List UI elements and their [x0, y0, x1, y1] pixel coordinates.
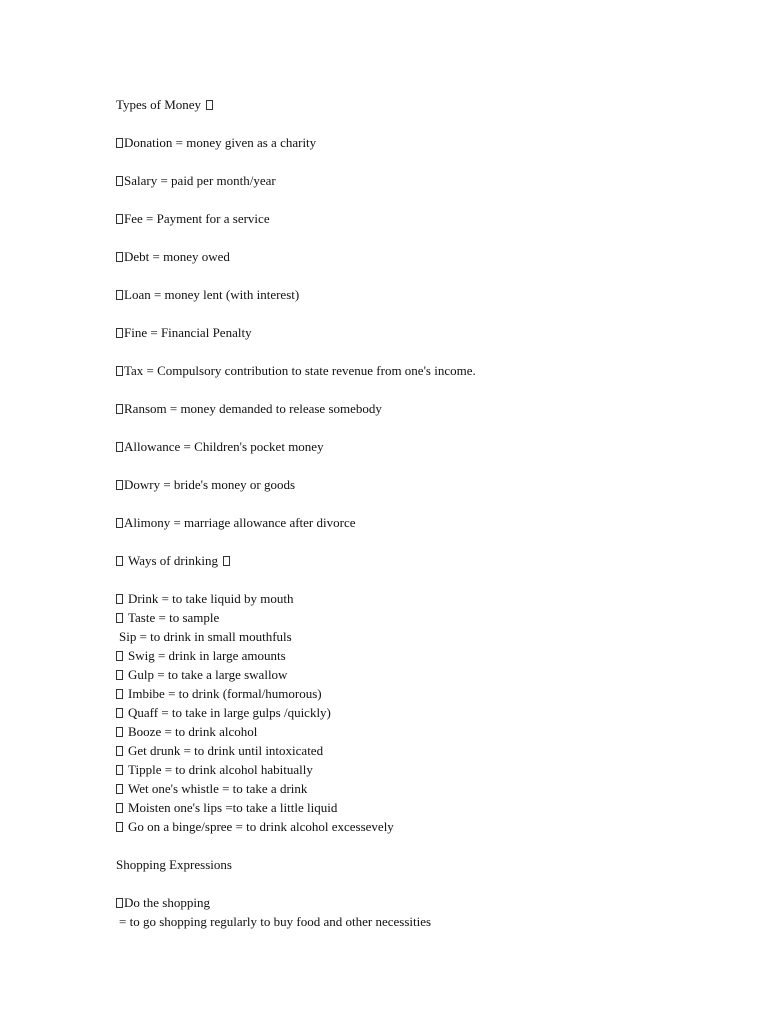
money-heading-line	[116, 95, 736, 114]
money-item: Donation = money given as a charity	[116, 133, 736, 152]
drinking-item: Swig = drink in large amounts	[116, 646, 736, 665]
money-item: Salary = paid per month/year	[116, 171, 736, 190]
missing-glyph-icon	[116, 518, 123, 528]
missing-glyph-icon	[116, 670, 123, 680]
money-item: Allowance = Children's pocket money	[116, 437, 736, 456]
missing-glyph-icon	[116, 442, 123, 452]
missing-glyph-icon	[116, 822, 123, 832]
missing-glyph-icon	[116, 689, 123, 699]
drinking-item: Go on a binge/spree = to drink alcohol excessevely	[116, 817, 736, 836]
missing-glyph-icon	[116, 765, 123, 775]
money-item: Fee = Payment for a service	[116, 209, 736, 228]
shopping-item: Do the shopping	[116, 893, 736, 912]
drinking-heading-line	[116, 551, 736, 570]
missing-glyph-icon	[116, 176, 123, 186]
drinking-item: Moisten one's lips =to take a little liquid	[116, 798, 736, 817]
missing-glyph-icon	[116, 252, 123, 262]
drinking-item: Gulp = to take a large swallow	[116, 665, 736, 684]
missing-glyph-icon	[116, 214, 123, 224]
money-item: Loan = money lent (with interest)	[116, 285, 736, 304]
missing-glyph-icon	[116, 328, 123, 338]
missing-glyph-icon	[116, 708, 123, 718]
money-item: Dowry = bride's money or goods	[116, 475, 736, 494]
shopping-item-definition: = to go shopping regularly to buy food and other necessities	[119, 914, 432, 929]
missing-glyph-icon	[116, 556, 123, 566]
missing-glyph-icon	[116, 803, 123, 813]
missing-glyph-icon	[116, 366, 123, 376]
document-page	[116, 95, 736, 931]
missing-glyph-icon	[116, 746, 123, 756]
drinking-item: Taste = to sample	[116, 608, 736, 627]
drinking-heading: Ways of drinking	[128, 553, 218, 568]
missing-glyph-icon	[116, 613, 123, 623]
shopping-heading: Shopping Expressions	[116, 857, 232, 872]
money-item: Debt = money owed	[116, 247, 736, 266]
money-item: Fine = Financial Penalty	[116, 323, 736, 342]
missing-glyph-icon	[116, 784, 123, 794]
drinking-item: Drink = to take liquid by mouth	[116, 589, 736, 608]
drinking-item: Sip = to drink in small mouthfuls	[119, 629, 292, 644]
money-heading: Types of Money	[116, 97, 202, 112]
missing-glyph-icon	[116, 404, 123, 414]
money-item: Ransom = money demanded to release somebody	[116, 399, 736, 418]
missing-glyph-icon	[116, 138, 123, 148]
drinking-item: Tipple = to drink alcohol habitually	[116, 760, 736, 779]
missing-glyph-icon	[116, 594, 123, 604]
drinking-item: Quaff = to take in large gulps /quickly)	[116, 703, 736, 722]
missing-glyph-icon	[116, 898, 123, 908]
missing-glyph-icon	[116, 480, 123, 490]
drinking-item: Get drunk = to drink until intoxicated	[116, 741, 736, 760]
missing-glyph-icon	[116, 651, 123, 661]
shopping-heading-line	[116, 855, 736, 874]
money-item: Alimony = marriage allowance after divorce	[116, 513, 736, 532]
missing-glyph-icon	[206, 100, 213, 110]
missing-glyph-icon	[116, 290, 123, 300]
drinking-item: Imbibe = to drink (formal/humorous)	[116, 684, 736, 703]
missing-glyph-icon	[116, 727, 123, 737]
missing-glyph-icon	[223, 556, 230, 566]
money-item: Tax = Compulsory contribution to state revenue from one's income.	[116, 361, 736, 380]
drinking-item: Wet one's whistle = to take a drink	[116, 779, 736, 798]
drinking-item: Booze = to drink alcohol	[116, 722, 736, 741]
